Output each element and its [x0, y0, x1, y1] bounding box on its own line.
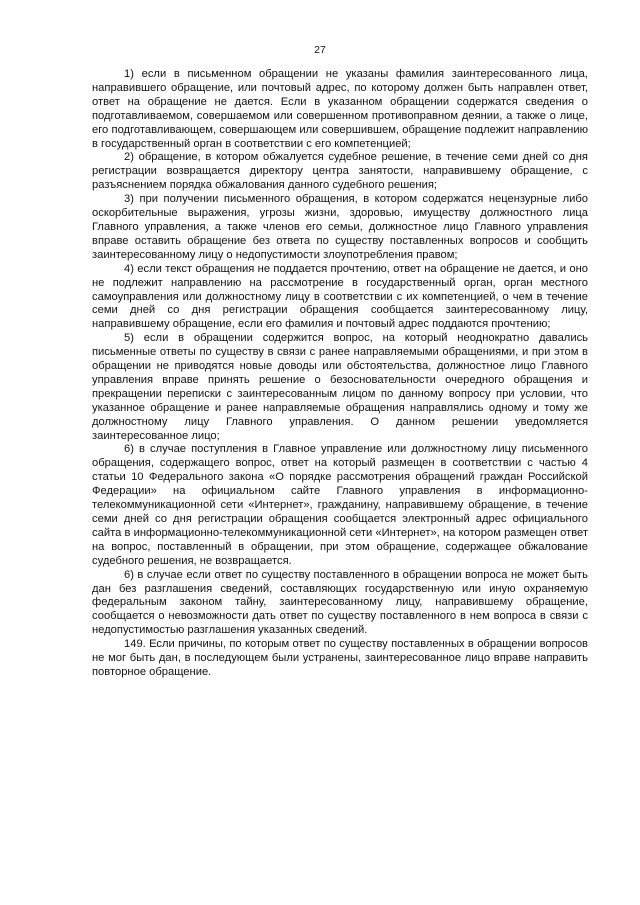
paragraph-item-2: 2) обращение, в котором обжалуется судебное решение, в течение семи дней со дня регистрации возвращается директору центра занятости, направившему обращение, с разъяснением порядка обжалования данного судебного решения; [92, 151, 588, 192]
paragraph-item-4: 4) если текст обращения не поддается прочтению, ответ на обращение не дается, и оно не подлежит направлению на рассмотрение в государственный орган, орган местного самоуправления или должностному лицу в соответствии с их компетенцией, о чем в течение семи дней со дня регистрации обращения сообщается заинтересованному лицу, направившему обращение, если его фамилия и почтовый адрес поддаются прочтению; [92, 262, 588, 331]
page-number: 27 [314, 44, 326, 56]
paragraph-clause-149: 149. Если причины, по которым ответ по существу поставленных в обращении вопросов не мог быть дан, в последующем были устранены, заинтересованное лицо вправе направить повторное обращение. [92, 638, 588, 678]
document-body [92, 68, 588, 680]
paragraph-item-1: 1) если в письменном обращении не указаны фамилия заинтересованного лица, направившего обращение, или почтовый адрес, по которому должен быть направлен ответ, ответ на обращение не дается. Если в указанном обращении содержатся сведения о подготавливаемом, совершаемом или совершенном противоправном деянии, а также о лице, его подготавливающем, совершающем или совершившем, обращение подлежит направлению в государственный орган в соответствии с его компетенцией; [92, 68, 588, 150]
paragraph-item-6-repeat: 6) в случае если ответ по существу поставленного в обращении вопроса не может быть дан без разглашения сведений, составляющих государственную или иную охраняемую федеральным законом тайну, заинтересованному лицу, направившему обращение, сообщается о невозможности дать ответ по существу поставленного в нем вопроса в связи с недопустимостью разглашения указанных сведений. [92, 568, 588, 637]
paragraph-item-5: 5) если в обращении содержится вопрос, на который неоднократно давались письменные ответы по существу в связи с ранее направляемыми обращениями, и при этом в обращении не приводятся новые доводы или обстоятельства, должностное лицо Главного управления вправе принять решение о безосновательности очередного обращения и прекращении переписки с заинтересованным лицом по данному вопросу при условии, что указанное обращение и ранее направляемые обращения направлялись одному и тому же должностному лицу Главного управления. О данном решении уведомляется заинтересованное лицо; [92, 332, 588, 442]
paragraph-item-3: 3) при получении письменного обращения, в котором содержатся нецензурные либо оскорбительные выражения, угрозы жизни, здоровью, имуществу должностного лица Главного управления, а также членов его семьи, должностное лицо Главного управления вправе оставить обращение без ответа по существу поставленных вопросов и сообщить заинтересованному лицу о недопустимости злоупотребления правом; [92, 193, 588, 261]
paragraph-item-6: 6) в случае поступления в Главное управление или должностному лицу письменного обращения, содержащего вопрос, ответ на который размещен в соответствии с частью 4 статьи 10 Федерального закона «О порядке рассмотрения обращений граждан Российской Федерации» на официальном сайте Главного управления в информационно-телекоммуникационной сети «Интернет», гражданину, направившему обращение, в течение семи дней со дня регистрации обращения сообщается электронный адрес официального сайта в информационно-телекоммуникационной сети «Интернет», на котором размещен ответ на вопрос, поставленный в обращении, при этом обращение, содержащее обжалование судебного решения, не возвращается. [92, 443, 588, 567]
